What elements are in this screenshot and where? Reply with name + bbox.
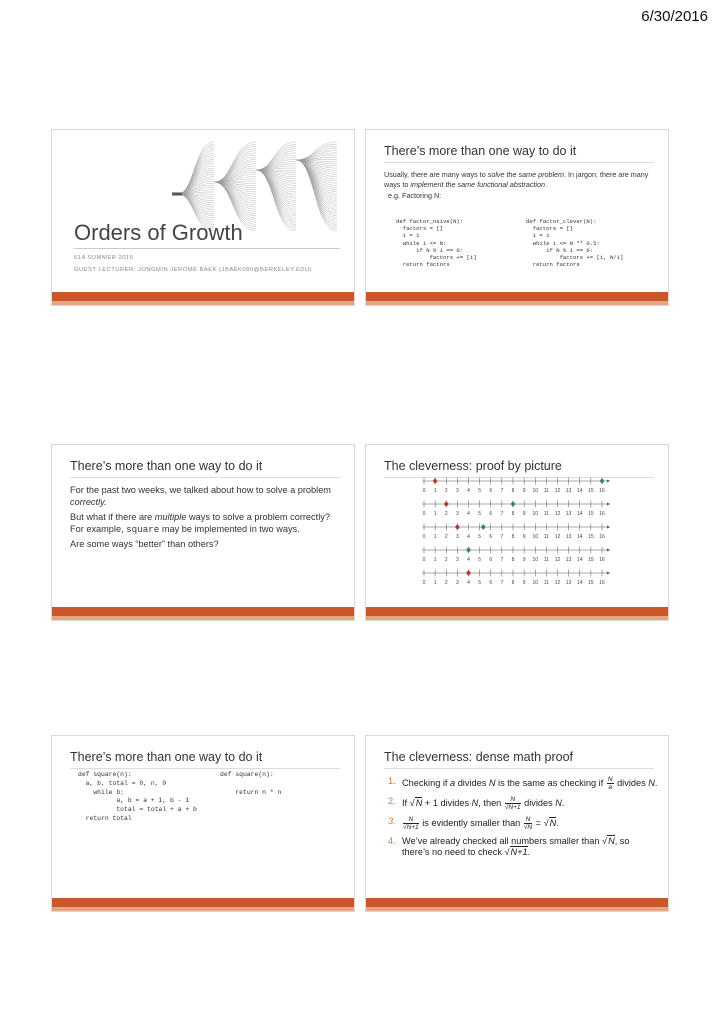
tick-label: 14	[576, 580, 583, 586]
number-line	[422, 501, 610, 518]
math-var: a	[450, 777, 456, 788]
math-var: N	[488, 777, 496, 788]
code-square-loop: def square(n): a, b, total = 0, n, 0 while b: a, b = a + 1, b - 1 total = total + a + b return total	[78, 771, 197, 822]
tick-label: 1	[433, 534, 437, 540]
tick-label: 12	[554, 534, 561, 540]
slide-bar-light	[366, 907, 668, 911]
tick-label: 10	[532, 557, 539, 563]
heading-divider	[384, 162, 654, 163]
step-fragment: .	[654, 777, 658, 788]
step-fragment: is evidently smaller than	[419, 817, 523, 828]
body-text: Are some ways “better” than others?	[70, 539, 219, 549]
course-label: 61A SUMMER 2016	[74, 255, 134, 261]
tree-trunk	[172, 193, 182, 196]
tick-label: 0	[422, 534, 426, 540]
arrow-icon	[607, 572, 610, 575]
tick-label: 4	[467, 511, 470, 517]
step-fragment: Checking if	[402, 777, 451, 788]
slide-factoring	[365, 129, 669, 306]
step-fragment: .	[527, 847, 531, 857]
slide-bar-light	[366, 301, 668, 305]
radicand: N	[549, 817, 557, 828]
tick-label: 2	[444, 488, 448, 494]
tick-label: 1	[433, 511, 437, 517]
code-square-multiply: def square(n): return n * n	[220, 771, 282, 796]
tick-label: 9	[522, 511, 526, 517]
number-line	[422, 570, 610, 587]
tree-branch	[296, 160, 337, 220]
fraction	[607, 776, 614, 791]
inline-code: square	[126, 523, 160, 535]
tick-label: 5	[478, 557, 482, 563]
sqrt-expression: √N	[543, 817, 557, 828]
body-emphasis: solve the same problem	[487, 170, 565, 179]
step-fragment: We’ve already checked all numbers smaller than	[402, 836, 603, 846]
fraction-denominator: √N+1	[403, 824, 419, 831]
step-fragment: , then	[478, 797, 504, 808]
tree-branch	[256, 170, 296, 231]
tree-branch	[178, 149, 214, 194]
code-factor-clever: def factor_clever(N): factors = [] i = 1 while i <= N ** 0.5: if N % i == 0: factors += [i, N/i] return factors	[526, 218, 624, 269]
arrow-icon	[607, 503, 610, 506]
tick-label: 12	[554, 580, 561, 586]
tick-label: 9	[522, 557, 526, 563]
radicand: N	[608, 836, 615, 846]
step-fragment: If	[402, 797, 410, 808]
slide-bar	[366, 607, 668, 616]
marker-point	[481, 524, 486, 530]
fraction-denominator: √N+1	[504, 804, 521, 811]
step-text	[402, 796, 564, 811]
step-fragment: , so there’s no need to check	[402, 836, 630, 857]
marker-point	[455, 524, 460, 530]
code-factor-naive: def factor_naive(N): factors = [] i = 1 while i <= N: if N % i == 0: factors += [i] return factors	[396, 218, 477, 269]
body-text: may be implemented in two ways.	[159, 523, 300, 534]
tree-branch	[178, 151, 214, 194]
lecturer-label: GUEST LECTURER: JONGMIN JEROME BAEK (JBAEK080@BERKELEY.EDU)	[74, 267, 313, 273]
tick-label: 2	[444, 511, 448, 517]
tick-label: 13	[565, 488, 572, 494]
tick-label: 4	[467, 534, 470, 540]
step-number: 2.	[388, 796, 396, 806]
number-lines-figure	[366, 475, 669, 600]
slide-bar-light	[366, 616, 668, 620]
arrow-icon	[607, 480, 610, 483]
number-line	[422, 478, 610, 495]
body-text: ways to solve a problem correctly? For example,	[70, 512, 330, 534]
tick-label: 5	[478, 511, 482, 517]
tick-label: 0	[422, 488, 426, 494]
fraction	[524, 816, 532, 831]
slide-bar	[366, 292, 668, 301]
tick-label: 1	[433, 580, 437, 586]
page-date: 6/30/2016	[641, 8, 708, 25]
tick-label: 12	[554, 557, 561, 563]
slide-bar	[52, 292, 354, 301]
tick-label: 8	[511, 557, 515, 563]
step-number: 4.	[388, 836, 396, 846]
slide-body	[70, 485, 340, 555]
marker-point	[433, 478, 438, 484]
tick-label: 4	[467, 488, 470, 494]
step-fragment: divides	[521, 797, 556, 808]
tick-label: 6	[489, 488, 493, 494]
fraction-denominator: a	[608, 784, 612, 791]
tick-label: 8	[511, 534, 515, 540]
arrow-icon	[607, 549, 610, 552]
tick-label: 13	[565, 534, 572, 540]
tick-label: 11	[543, 511, 549, 517]
sqrt-expression: √N	[409, 797, 423, 808]
tick-label: 3	[455, 488, 459, 494]
step-fragment: .	[556, 817, 559, 828]
step-fragment: .	[561, 797, 565, 808]
tick-label: 13	[565, 511, 572, 517]
proof-step-2	[388, 796, 658, 811]
tick-label: 15	[588, 534, 594, 540]
step-fragment: is the same as checking if	[495, 777, 606, 788]
tick-label: 5	[478, 580, 482, 586]
heading-divider	[70, 768, 340, 769]
tick-label: 11	[543, 580, 549, 586]
slide-title	[51, 129, 355, 306]
radicand: N	[415, 797, 423, 808]
body-text: Usually, there are many ways to	[384, 170, 488, 179]
sqrt-expression: √N+1	[504, 847, 528, 857]
fraction-numerator: N	[525, 816, 531, 823]
slide-square	[51, 735, 355, 912]
tick-label: 13	[565, 580, 572, 586]
sqrt-expression: √N	[602, 836, 615, 846]
step-fragment: =	[533, 817, 544, 828]
tick-label: 16	[599, 488, 605, 494]
slide-bar-light	[52, 301, 354, 305]
slide-heading: There’s more than one way to do it	[384, 144, 577, 158]
slide-bar	[52, 898, 354, 907]
fraction-numerator: N	[607, 776, 613, 783]
tick-label: 5	[478, 488, 482, 494]
tick-label: 10	[532, 580, 539, 586]
slide-heading: The cleverness: proof by picture	[384, 459, 562, 473]
tick-label: 15	[588, 557, 594, 563]
tick-label: 6	[489, 534, 493, 540]
tick-label: 9	[522, 534, 526, 540]
tick-label: 3	[455, 511, 459, 517]
tick-label: 8	[511, 511, 515, 517]
tick-label: 15	[588, 488, 594, 494]
body-text: But what if there are	[70, 512, 155, 522]
slide-bar-light	[52, 616, 354, 620]
tick-label: 13	[565, 557, 572, 563]
tick-label: 14	[576, 488, 583, 494]
slide-heading: The cleverness: dense math proof	[384, 750, 573, 764]
step-fragment: divides	[455, 777, 489, 788]
body-text: . In jargon: there are many ways to	[384, 170, 649, 189]
fraction-numerator: N	[505, 796, 521, 804]
step-number: 1.	[388, 776, 396, 786]
tick-label: 11	[543, 534, 549, 540]
tree-branch	[214, 182, 256, 224]
example-label: e.g. Factoring N:	[388, 191, 442, 200]
tick-label: 8	[511, 580, 515, 586]
tick-label: 14	[576, 511, 583, 517]
number-line	[422, 524, 610, 541]
tick-label: 15	[588, 580, 594, 586]
slide-heading: There’s more than one way to do it	[70, 750, 263, 764]
number-line	[422, 547, 610, 564]
slide-body	[384, 170, 654, 205]
marker-point	[444, 501, 449, 507]
body-text: .	[545, 179, 548, 189]
step-text	[402, 836, 658, 858]
heading-divider	[384, 768, 654, 769]
slide-math-proof	[365, 735, 669, 912]
radicand: N+1	[510, 847, 528, 857]
proof-step-3	[388, 816, 658, 831]
tick-label: 5	[478, 534, 482, 540]
tree-branch	[256, 170, 296, 216]
tick-label: 7	[500, 580, 504, 586]
tick-label: 1	[433, 488, 437, 494]
step-fragment: + 1 divides	[422, 797, 472, 808]
tick-label: 16	[599, 557, 605, 563]
body-emphasis: correctly.	[70, 496, 107, 507]
slide-bar	[52, 607, 354, 616]
fraction	[403, 816, 419, 831]
tick-label: 2	[444, 534, 448, 540]
tick-label: 7	[500, 534, 504, 540]
tick-label: 16	[599, 511, 605, 517]
step-number: 3.	[388, 816, 396, 826]
fraction	[505, 796, 521, 811]
tick-label: 2	[444, 580, 448, 586]
tick-label: 0	[422, 580, 426, 586]
proof-step-4	[388, 836, 658, 858]
tick-label: 6	[489, 557, 493, 563]
math-var: N	[648, 777, 655, 788]
fraction-denominator: √N	[523, 824, 533, 831]
tick-label: 10	[532, 488, 539, 494]
slide-proof-picture	[365, 444, 669, 621]
tick-label: 3	[455, 557, 459, 563]
tree-graphic	[172, 136, 342, 231]
tree-branch	[214, 157, 256, 182]
tree-branch	[296, 160, 337, 185]
tick-label: 4	[467, 580, 470, 586]
body-emphasis: multiple	[154, 512, 187, 522]
tick-label: 10	[532, 534, 539, 540]
tick-label: 16	[599, 534, 605, 540]
tree-branch	[256, 142, 296, 170]
tick-label: 6	[489, 580, 493, 586]
slide-bar	[366, 898, 668, 907]
tick-label: 0	[422, 557, 426, 563]
proof-list	[388, 776, 658, 863]
tick-label: 14	[576, 534, 583, 540]
tree-branch	[256, 170, 296, 194]
tick-label: 3	[455, 580, 459, 586]
tick-label: 4	[467, 557, 470, 563]
tick-label: 11	[543, 488, 549, 494]
tick-label: 9	[522, 580, 526, 586]
slide-heading: There’s more than one way to do it	[70, 459, 263, 473]
slide-bar-light	[52, 907, 354, 911]
tick-label: 6	[489, 511, 493, 517]
marker-point	[466, 547, 471, 553]
marker-point	[511, 501, 516, 507]
tick-label: 9	[522, 488, 526, 494]
tick-label: 7	[500, 511, 504, 517]
fraction-numerator: N	[403, 816, 419, 824]
tick-label: 8	[511, 488, 515, 494]
tree-branch	[256, 149, 296, 170]
step-text	[402, 816, 559, 831]
marker-point	[466, 570, 471, 576]
tick-label: 7	[500, 488, 504, 494]
step-fragment: divides	[614, 777, 649, 788]
title-divider	[74, 248, 340, 249]
step-text	[402, 776, 657, 791]
tick-label: 11	[543, 557, 549, 563]
arrow-icon	[607, 526, 610, 529]
tick-label: 16	[599, 580, 605, 586]
math-var: N	[471, 797, 479, 808]
tick-label: 3	[455, 534, 459, 540]
tick-label: 7	[500, 557, 504, 563]
tick-label: 12	[554, 488, 561, 494]
tick-label: 14	[576, 557, 583, 563]
slide-correctness	[51, 444, 355, 621]
body-emphasis: implement the same functional abstraction	[410, 179, 546, 189]
tick-label: 12	[554, 511, 561, 517]
tick-label: 10	[532, 511, 539, 517]
body-text: For the past two weeks, we talked about how to solve a problem	[70, 485, 331, 495]
heading-divider	[70, 477, 340, 478]
tree-branch	[214, 182, 256, 207]
marker-point	[600, 478, 605, 484]
math-var: N	[555, 797, 562, 808]
tree-branch	[256, 159, 296, 170]
tick-label: 0	[422, 511, 426, 517]
deck-title: Orders of Growth	[74, 220, 243, 245]
tree-branch	[296, 153, 337, 160]
tick-label: 2	[444, 557, 448, 563]
tick-label: 15	[588, 511, 594, 517]
proof-step-1	[388, 776, 658, 791]
tick-label: 1	[433, 557, 437, 563]
